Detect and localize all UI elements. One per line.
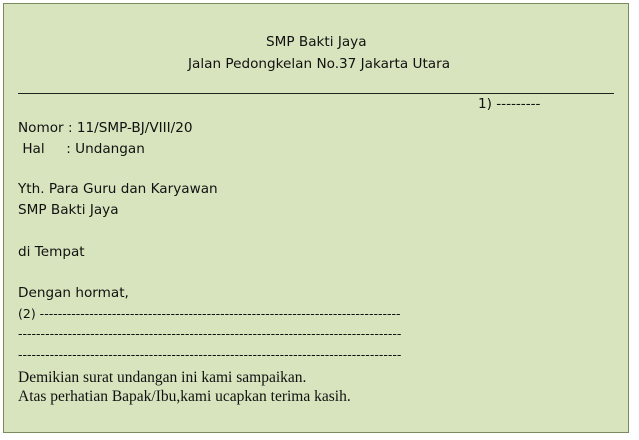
- school-name: SMP Bakti Jaya: [266, 34, 367, 50]
- place-line: di Tempat: [18, 244, 85, 260]
- letter-card: [3, 3, 629, 433]
- blank-2-line: -------------------------------------------------------------------------------------: [18, 326, 402, 341]
- recipient-line-2: SMP Bakti Jaya: [18, 202, 119, 218]
- blank-2-line: (2) --------------------------------------------------------------------------------: [18, 306, 401, 321]
- letter-subject: Hal : Undangan: [18, 141, 145, 157]
- school-address: Jalan Pedongkelan No.37 Jakarta Utara: [188, 56, 451, 72]
- closing-line-1: Demikian surat undangan ini kami sampaikan.: [18, 369, 307, 386]
- greeting: Dengan hormat,: [18, 285, 129, 301]
- letterhead-divider: [18, 93, 614, 94]
- letter-number: Nomor : 11/SMP-BJ/VIII/20: [18, 120, 193, 136]
- blank-2-line: -------------------------------------------------------------------------------------: [18, 347, 402, 362]
- blank-1-marker: 1) ---------: [478, 96, 541, 112]
- closing-line-2: Atas perhatian Bapak/Ibu,kami ucapkan terima kasih.: [18, 388, 351, 405]
- recipient-line-1: Yth. Para Guru dan Karyawan: [18, 181, 218, 197]
